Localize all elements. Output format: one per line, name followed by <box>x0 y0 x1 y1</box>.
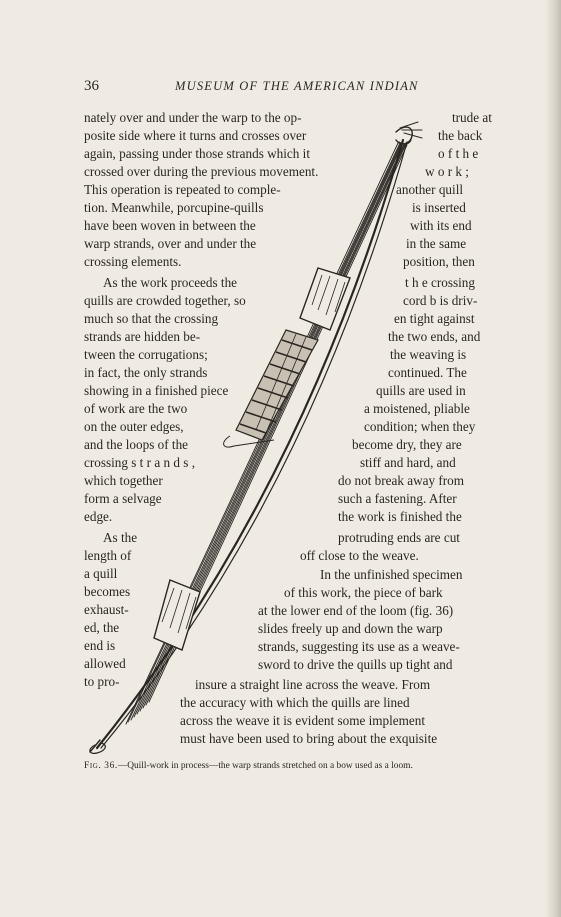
text-line: ed, the <box>84 620 120 635</box>
text-line: a moistened, pliable <box>364 401 470 416</box>
running-head: MUSEUM OF THE AMERICAN INDIAN <box>175 79 419 93</box>
caption-label: Fig. 36. <box>84 761 118 771</box>
text-line: of work are the two <box>84 401 188 416</box>
text-line: protruding ends are cut <box>338 530 460 545</box>
text-line: do not break away from <box>338 473 464 488</box>
text-line: condition; when they <box>364 419 476 434</box>
text-line: insure a straight line across the weave. From <box>195 677 431 692</box>
text-line: cord b is driv- <box>403 293 478 308</box>
text-line: en tight against <box>394 311 475 326</box>
text-line: position, then <box>403 254 475 269</box>
text-line: a quill <box>84 566 118 581</box>
text-line: is inserted <box>412 200 466 215</box>
text-line: end is <box>84 638 116 653</box>
text-line: slides freely up and down the warp <box>258 621 443 636</box>
text-line: As the work proceeds the <box>103 275 238 290</box>
text-line: at the lower end of the loom (fig. 36) <box>258 603 454 618</box>
text-line: to pro- <box>84 674 120 689</box>
text-line: tween the corrugations; <box>84 347 208 362</box>
text-line: exhaust- <box>84 602 129 617</box>
text-line: the accuracy with which the quills are lined <box>180 695 410 710</box>
text-line: in fact, the only strands <box>84 365 208 380</box>
page-number: 36 <box>84 78 99 94</box>
text-line: nately over and under the warp to the op- <box>84 110 302 125</box>
text-line: sword to drive the quills up tight and <box>258 657 453 672</box>
text-line: with its end <box>410 218 472 233</box>
text-line: much so that the crossing <box>84 311 219 326</box>
text-line: in the same <box>406 236 467 251</box>
text-line: strands, suggesting its use as a weave- <box>258 639 460 654</box>
text-line: posite side where it turns and crosses over <box>84 128 307 143</box>
text-line: becomes <box>84 584 131 599</box>
caption-text: —Quill-work in process—the warp strands stretched on a bow used as a loom. <box>117 761 413 771</box>
text-line: continued. The <box>388 365 467 380</box>
text-line: crossing elements. <box>84 254 182 269</box>
text-line: and the loops of the <box>84 437 189 452</box>
text-line: warp strands, over and under the <box>84 236 257 251</box>
text-line: w o r k ; <box>425 164 469 179</box>
text-line: such a fastening. After <box>338 491 457 506</box>
text-line: the work is finished the <box>338 509 462 524</box>
text-line: trude at <box>452 110 492 125</box>
text-line: another quill <box>396 182 464 197</box>
text-line: This operation is repeated to comple- <box>84 182 281 197</box>
text-line: tion. Meanwhile, porcupine-quills <box>84 200 264 215</box>
text-line: allowed <box>84 656 126 671</box>
text-line: across the weave it is evident some implement <box>180 713 425 728</box>
text-line: must have been used to bring about the exquisite <box>180 731 438 746</box>
text-line: quills are crowded together, so <box>84 293 246 308</box>
text-line: on the outer edges, <box>84 419 184 434</box>
text-line: o f t h e <box>438 146 479 161</box>
text-line: crossed over during the previous movement. <box>84 164 319 179</box>
text-line: of this work, the piece of bark <box>284 585 443 600</box>
text-line: the two ends, and <box>388 329 481 344</box>
text-line: the weaving is <box>390 347 467 362</box>
text-line: the back <box>438 128 483 143</box>
text-line: strands are hidden be- <box>84 329 201 344</box>
text-line: In the unfinished specimen <box>320 567 463 582</box>
text-line: quills are used in <box>376 383 466 398</box>
text-line: off close to the weave. <box>300 548 419 563</box>
text-line: again, passing under those strands which it <box>84 146 310 161</box>
text-line: showing in a finished piece <box>84 383 229 398</box>
text-line: As the <box>103 530 138 545</box>
text-line: form a selvage <box>84 491 162 506</box>
text-line: stiff and hard, and <box>360 455 456 470</box>
text-line: become dry, they are <box>352 437 462 452</box>
text-line: crossing s t r a n d s , <box>84 455 195 470</box>
text-line: edge. <box>84 509 113 524</box>
lower-bark-piece <box>154 580 200 650</box>
figure-caption <box>84 761 413 771</box>
text-line: length of <box>84 548 132 563</box>
text-line: t h e crossing <box>405 275 475 290</box>
text-line: which together <box>84 473 163 488</box>
text-line: have been woven in between the <box>84 218 256 233</box>
